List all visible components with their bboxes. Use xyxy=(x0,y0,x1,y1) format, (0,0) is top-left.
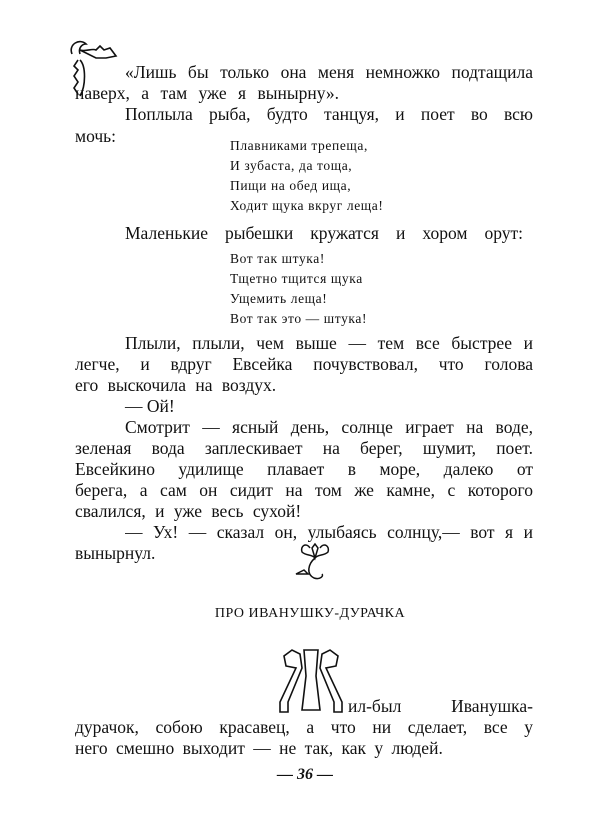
verse-line: Тщетно тщится щука xyxy=(230,271,363,286)
text-line: Поплыла рыба, будто танцуя, и поет во всю xyxy=(125,104,533,124)
text-line: вынырнул. xyxy=(75,543,156,563)
verse-line: Пищи на обед ища, xyxy=(230,178,352,193)
verse-line: Вот так штука! xyxy=(230,251,325,266)
text-line: его выскочила на воздух. xyxy=(75,375,277,395)
text-line: мочь: xyxy=(75,126,117,146)
text-line: Смотрит — ясный день, солнце играет на воде, xyxy=(125,417,533,437)
verse-line: И зубаста, да тоща, xyxy=(230,158,353,173)
svg-text:Ж: Ж xyxy=(311,686,312,687)
text-line: него смешно выходит — не так, как у людей. xyxy=(75,738,443,758)
chapter-title: ПРО ИВАНУШКУ-ДУРАЧКА xyxy=(214,606,406,621)
text-line: ил-был Иванушка- xyxy=(348,696,533,716)
text-line: Плыли, плыли, чем выше — тем все быстрее и xyxy=(125,333,533,353)
text-line: дурачок, собою красавец, а что ни сделает, все у xyxy=(75,717,533,737)
page-number: — 36 — xyxy=(277,766,333,783)
text-line: легче, и вдруг Евсейка почувствовал, что голова xyxy=(75,354,533,374)
text-line: — Ух! — сказал он, улыбаясь солнцу,— вот я и xyxy=(125,522,533,542)
text-line: Евсейкино удилище плавает в море, далеко от xyxy=(75,459,533,479)
verse-line: Ходит щука вкруг леща! xyxy=(230,198,384,213)
text-line: «Лишь бы только она меня немножко подтащила xyxy=(125,62,533,82)
text-line: — Ой! xyxy=(125,396,175,416)
verse-line: Ущемить леща! xyxy=(230,291,328,306)
verse-line: Плавниками трепеща, xyxy=(230,138,368,153)
text-line: Маленькие рыбешки кружатся и хором орут: xyxy=(125,223,523,243)
text-line: берега, а сам он сидит на том же камне, с которого xyxy=(75,480,533,500)
flower-ornament-icon xyxy=(290,540,340,584)
verse-line: Вот так это — штука! xyxy=(230,311,368,326)
drop-cap-ornament xyxy=(276,646,346,714)
text-line: свалился, и уже весь сухой! xyxy=(75,501,302,521)
text-line: зеленая вода заплескивает на берег, шумит, поет. xyxy=(75,438,533,458)
text-line: наверх, а там уже я вынырну». xyxy=(75,83,340,103)
